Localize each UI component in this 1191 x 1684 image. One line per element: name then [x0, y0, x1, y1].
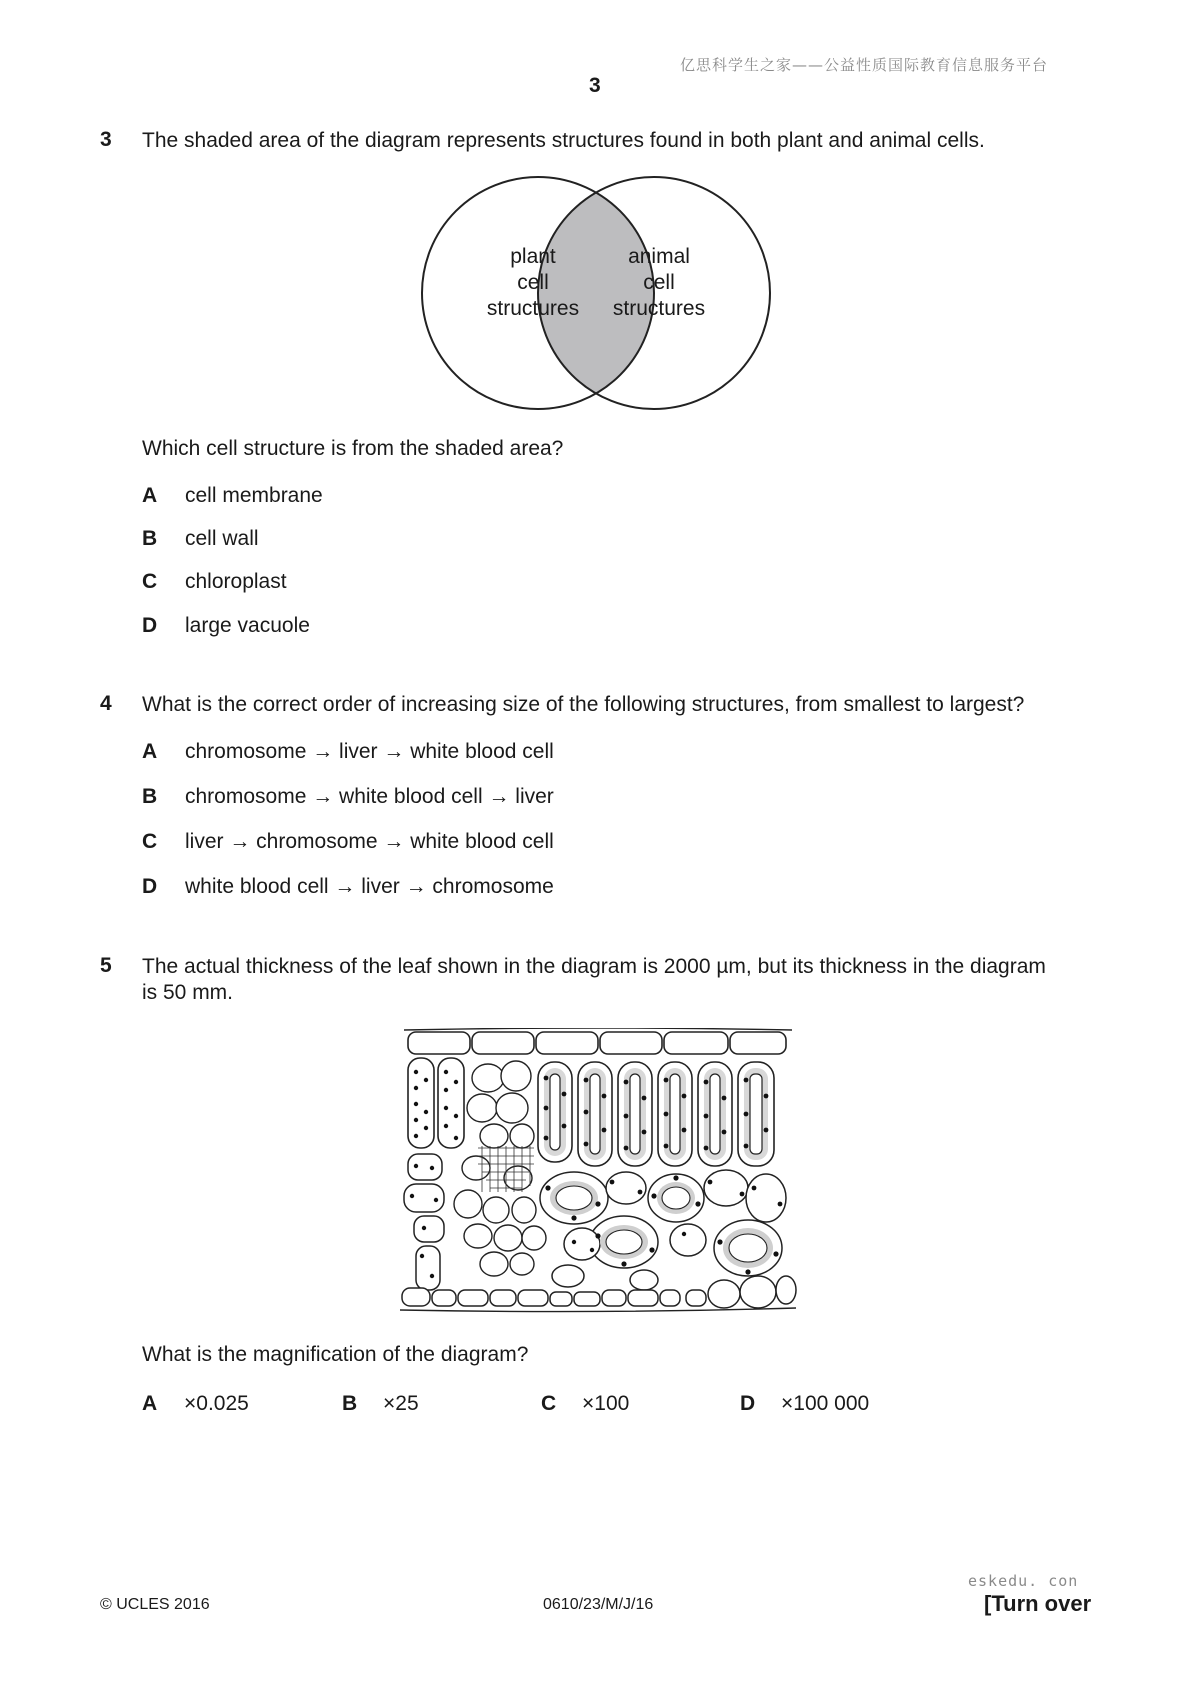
venn-left-label-2: cell	[517, 271, 549, 294]
upper-epidermis-cell	[408, 1032, 470, 1054]
footer-watermark: eskedu. con	[968, 1572, 1079, 1590]
q4-option-d-text: white blood cell → liver → chromosome	[185, 875, 554, 898]
page-number: 3	[589, 74, 601, 97]
lower-epidermis-cell	[490, 1290, 516, 1306]
q3-option-c-letter: C	[142, 570, 158, 593]
venn-right-label-1: animal	[628, 245, 690, 268]
lower-epidermis-cell	[776, 1276, 796, 1304]
spongy-cell	[416, 1246, 440, 1290]
q4-option-c-letter: C	[142, 830, 158, 853]
question-4-number: 4	[100, 692, 112, 715]
q3-option-a-letter: A	[142, 484, 158, 507]
lower-epidermis-cell	[628, 1290, 658, 1306]
lower-epidermis-cell	[402, 1288, 430, 1306]
lower-epidermis-cell	[574, 1292, 600, 1306]
lower-epidermis-cell	[740, 1276, 776, 1308]
upper-epidermis-cell	[536, 1032, 598, 1054]
q3-option-d-text: large vacuole	[185, 614, 310, 637]
q4-option-d-letter: D	[142, 875, 158, 898]
q5-option-b-text: ×25	[383, 1392, 419, 1415]
spongy-cell	[414, 1216, 444, 1242]
spongy-cell	[746, 1174, 786, 1222]
stoma-guard-cell	[686, 1290, 706, 1306]
q4-option-c-text: liver → chromosome → white blood cell	[185, 830, 554, 853]
q5-option-a-letter: A	[142, 1392, 158, 1415]
venn-left-label-1: plant	[510, 245, 556, 268]
palisade-cell	[408, 1058, 434, 1148]
lower-epidermis-cell	[432, 1290, 456, 1306]
q4-option-b-text: chromosome → white blood cell → liver	[185, 785, 554, 808]
question-5-text-line1: The actual thickness of the leaf shown in the diagram is 2000 µm, but its thickness in the diagram	[142, 955, 1046, 978]
spongy-cell	[670, 1224, 706, 1256]
lower-epidermis-cell	[458, 1290, 488, 1306]
q3-option-c-text: chloroplast	[185, 570, 287, 593]
q5-option-c-letter: C	[541, 1392, 557, 1415]
lower-epidermis-cell	[708, 1280, 740, 1308]
turn-over-label: [Turn over	[984, 1591, 1092, 1616]
q5-option-a-text: ×0.025	[184, 1392, 249, 1415]
spongy-cell	[704, 1170, 748, 1206]
lower-epidermis-cell	[518, 1290, 548, 1306]
spongy-cell	[408, 1154, 442, 1180]
q3-option-b-text: cell wall	[185, 527, 259, 550]
venn-diagram	[420, 175, 780, 415]
q4-option-a-text: chromosome → liver → white blood cell	[185, 740, 554, 763]
q5-option-d-letter: D	[740, 1392, 756, 1415]
lower-epidermis-cell	[602, 1290, 626, 1306]
q4-option-b-letter: B	[142, 785, 158, 808]
q3-option-b-letter: B	[142, 527, 158, 550]
spongy-cell	[564, 1228, 600, 1260]
question-4-text: What is the correct order of increasing size of the following structures, from smallest to largest?	[142, 693, 1025, 716]
question-5-text-line2: is 50 mm.	[142, 981, 234, 1004]
venn-left-label-3: structures	[486, 297, 580, 320]
header-watermark: 亿思科学生之家——公益性质国际教育信息服务平台	[680, 56, 1049, 74]
leaf-cross-section-diagram	[398, 1028, 798, 1314]
venn-right-label-3: structures	[612, 297, 706, 320]
footer-copyright: © UCLES 2016	[100, 1596, 210, 1613]
q5-option-d-text: ×100 000	[781, 1392, 870, 1415]
palisade-cell	[438, 1058, 464, 1148]
q3-option-a-text: cell membrane	[185, 484, 323, 507]
question-5-number: 5	[100, 954, 112, 977]
q5-option-c-text: ×100	[582, 1392, 630, 1415]
spongy-cell	[404, 1184, 444, 1212]
question-5-prompt: What is the magnification of the diagram?	[142, 1343, 529, 1366]
q5-option-b-letter: B	[342, 1392, 358, 1415]
question-3-prompt: Which cell structure is from the shaded area?	[142, 437, 564, 460]
venn-right-label-2: cell	[643, 271, 675, 294]
question-3-number: 3	[100, 128, 112, 151]
stoma-guard-cell	[660, 1290, 680, 1306]
upper-epidermis-cell	[600, 1032, 662, 1054]
upper-epidermis-cell	[730, 1032, 786, 1054]
footer-paper-code: 0610/23/M/J/16	[543, 1596, 654, 1613]
spongy-cell	[606, 1172, 646, 1204]
q3-option-d-letter: D	[142, 614, 158, 637]
lower-epidermis-cell	[550, 1292, 572, 1306]
spongy-cell	[552, 1265, 584, 1287]
spongy-cell	[630, 1270, 658, 1290]
upper-epidermis-cell	[664, 1032, 728, 1054]
upper-epidermis-cell	[472, 1032, 534, 1054]
question-3-text: The shaded area of the diagram represents structures found in both plant and animal cells.	[142, 129, 985, 152]
q4-option-a-letter: A	[142, 740, 158, 763]
